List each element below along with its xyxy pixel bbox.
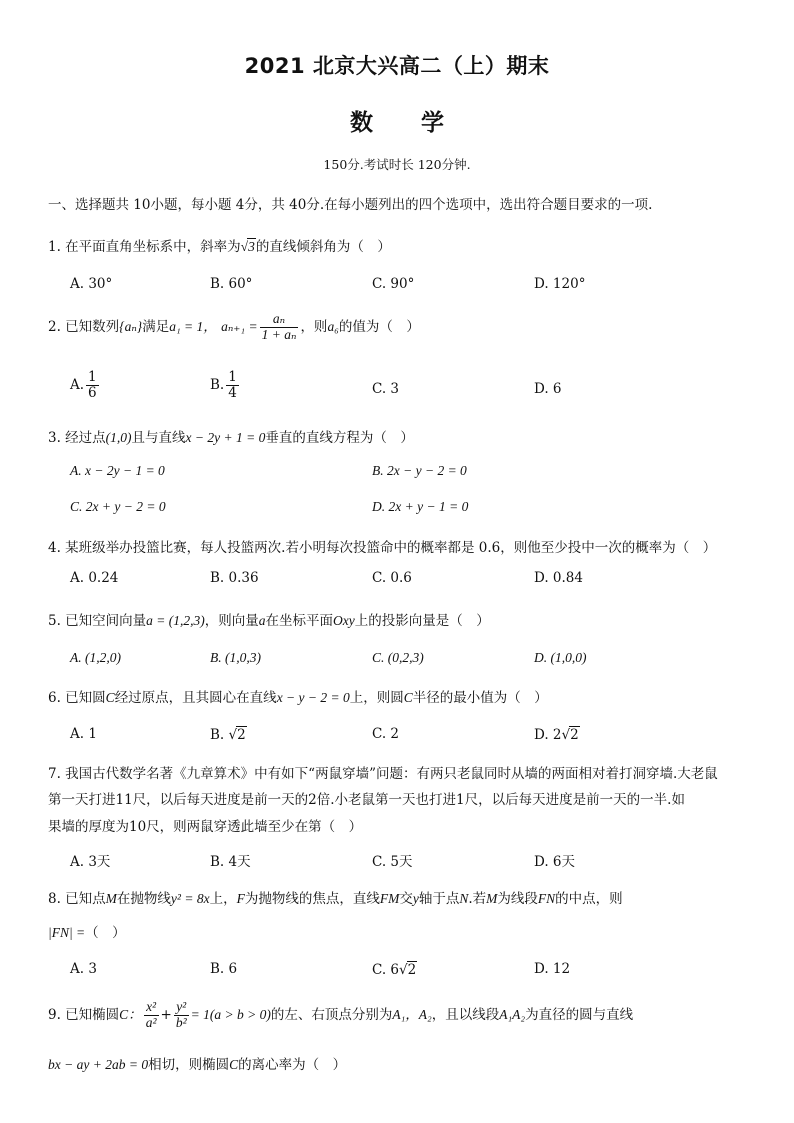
q3-option-c[interactable]: C. 2x + y − 2 = 0 [70, 499, 166, 514]
q7-option-c[interactable]: C. 5天 [372, 854, 413, 870]
q6-text-d: 半径的最小值为（ ） [412, 690, 548, 706]
q6-math-line: x − y − 2 = 0 [276, 690, 350, 705]
q8-option-c[interactable]: C. 6√2 [372, 962, 417, 978]
q9-fraction-y: $\frac{\text{y²}}{\text{b²}}$ [175, 999, 187, 1030]
q1-text-a: 1. 在平面直角坐标系中，斜率为 [48, 239, 241, 255]
q6-text-b: 经过原点，且其圆心在直线 [114, 690, 277, 706]
question-2-stem [48, 312, 420, 343]
q6-option-d-radicand: 2 [570, 727, 579, 743]
q6-option-c[interactable]: C. 2 [372, 726, 400, 742]
q6-math-c2: C [403, 690, 413, 705]
q8-option-d[interactable]: D. 12 [534, 961, 571, 977]
q2-option-a[interactable]: A. $\frac{1}{6}$ [70, 369, 97, 401]
q4-option-c[interactable]: C. 0.6 [372, 570, 412, 586]
q3-option-a[interactable]: A. x − 2y − 1 = 0 [70, 463, 165, 478]
question-7-line-2: 第一天打进11尺，以后每天进度是前一天的2倍.小老鼠第一天也打进1尺，以后每天进度是前一天的一半.如 [48, 792, 685, 808]
q2-option-b[interactable]: B. $\frac{1}{4}$ [210, 369, 237, 401]
q2-text-a: 2. 已知数列 [48, 318, 120, 335]
question-1-stem [48, 235, 391, 255]
question-8-line-2: |FN| =（ ） [48, 925, 126, 941]
q4-option-a[interactable]: A. 0.24 [70, 570, 119, 586]
q5-option-b[interactable]: B. (1,0,3) [210, 650, 261, 665]
q3-option-d[interactable]: D. 2x + y − 1 = 0 [372, 499, 469, 514]
q5-text-a: 5. 已知空间向量 [48, 613, 147, 629]
q6-math-c: C [105, 690, 115, 705]
q5-option-a[interactable]: A. (1,2,0) [70, 650, 121, 665]
q1-option-a[interactable]: A. 30° [70, 276, 113, 292]
q5-text-d: 上的投影向量是（ ） [354, 613, 490, 629]
q1-option-c[interactable]: C. 90° [372, 276, 415, 292]
q2-option-a-fraction: $\frac{1}{6}$ [88, 369, 97, 401]
q3-text-a: 3. 经过点 [48, 430, 106, 446]
q1-sqrt: √3 [240, 239, 255, 254]
q7-option-d[interactable]: D. 6天 [534, 854, 576, 870]
q8-option-a[interactable]: A. 3 [70, 961, 97, 977]
q3-math-point: (1,0) [105, 430, 132, 445]
question-9-line-2: bx − ay + 2ab = 0相切，则椭圆C的离心率为（ ） [48, 1057, 347, 1073]
q4-option-b[interactable]: B. 0.36 [210, 570, 259, 586]
q5-math-a: a [258, 613, 266, 628]
q3-text-b: 且与直线 [131, 430, 186, 446]
question-7-line-3: 果墙的厚度为10尺，则两鼠穿透此墙至少在第（ ） [48, 819, 363, 835]
q6-text-a: 6. 已知圆 [48, 690, 106, 706]
subject-heading [0, 104, 794, 137]
q1-option-d[interactable]: D. 120° [534, 276, 586, 292]
q2-math-seq: {aₙ} [119, 318, 143, 334]
q2-option-b-fraction: $\frac{1}{4}$ [228, 369, 237, 401]
subject-char-1: 数 [350, 110, 373, 136]
q5-option-d[interactable]: D. (1,0,0) [534, 650, 587, 665]
q2-text-d: 的值为（ ） [338, 318, 420, 335]
q6-option-a[interactable]: A. 1 [70, 726, 97, 742]
q5-math-vector: a = (1,2,3) [146, 613, 205, 628]
q8-option-b[interactable]: B. 6 [210, 961, 238, 977]
q2-text-b: 满足 [142, 318, 170, 335]
q1-text-b: 的直线倾斜角为（ ） [255, 239, 391, 255]
q6-option-d[interactable]: D. 2√2 [534, 727, 579, 743]
q9-fraction-x: $\frac{\text{x²}}{\text{a²}}$ [145, 999, 157, 1030]
exam-title: 2021 北京大兴高二（上）期末 [244, 54, 550, 78]
q6-option-b-radicand: 2 [237, 727, 246, 743]
q5-text-c: 在坐标平面 [265, 613, 334, 629]
q5-math-plane: Oxy [333, 613, 355, 628]
q7-option-b[interactable]: B. 4天 [210, 854, 251, 870]
q7-option-a[interactable]: A. 3天 [70, 854, 111, 870]
q2-math-a1: a₁ = 1， [169, 318, 217, 334]
question-5-stem [48, 609, 490, 629]
q5-option-c[interactable]: C. (0,2,3) [372, 650, 424, 665]
q1-option-b[interactable]: B. 60° [210, 276, 253, 292]
q2-math-recur: aₙ₊₁ = [221, 318, 258, 334]
q6-option-b[interactable]: B. √2 [210, 727, 246, 743]
q2-math-a6: a₆ [327, 318, 339, 334]
q6-text-c: 上，则圆 [349, 690, 404, 706]
q4-option-d[interactable]: D. 0.84 [534, 570, 583, 586]
q2-option-c[interactable]: C. 3 [372, 381, 400, 397]
question-3-stem [48, 426, 414, 446]
q2-option-d[interactable]: D. 6 [534, 381, 562, 397]
subject-char-2: 学 [421, 110, 444, 136]
q2-fraction: $\frac{\text{aₙ}}{\text{1 + aₙ}}$ [261, 311, 297, 342]
q5-text-b: ，则向量 [204, 613, 259, 629]
question-9-line-1: 9. 已知椭圆C： $\frac{\text{x²}}{\text{a²}}$ + $\frac{\text{y²}}{\text{b²}}$ = 1(a > b > 0)的左、右顶点分别为A₁，A₂，且以线段A₁A₂为直径的圆与直线 [48, 999, 634, 1030]
section-heading: 一、选择题共 10小题，每小题 4分，共 40分.在每小题列出的四个选项中，选出符合题目要求的一项. [48, 197, 653, 213]
question-8-line-1: 8. 已知点M在抛物线y² = 8x上，F为抛物线的焦点，直线FM交y轴于点N.若M为线段FN的中点，则 [48, 891, 623, 907]
question-7-line-1: 7. 我国古代数学名著《九章算术》中有如下“两鼠穿墙”问题：有两只老鼠同时从墙的两面相对着打洞穿墙.大老鼠 [48, 766, 718, 782]
q8-option-c-radicand: 2 [407, 962, 417, 978]
question-6-stem [48, 686, 548, 706]
q3-math-line: x − 2y + 1 = 0 [185, 430, 266, 445]
q3-text-c: 垂直的直线方程为（ ） [265, 430, 414, 446]
exam-note: 150分.考试时长 120分钟. [323, 157, 471, 172]
question-4-stem: 4. 某班级举办投篮比赛，每人投篮两次.若小明每次投篮命中的概率都是 0.6，则他至少投中一次的概率为（ ） [48, 540, 717, 556]
q3-option-b[interactable]: B. 2x − y − 2 = 0 [372, 463, 467, 478]
q2-text-c: ，则 [300, 318, 328, 335]
